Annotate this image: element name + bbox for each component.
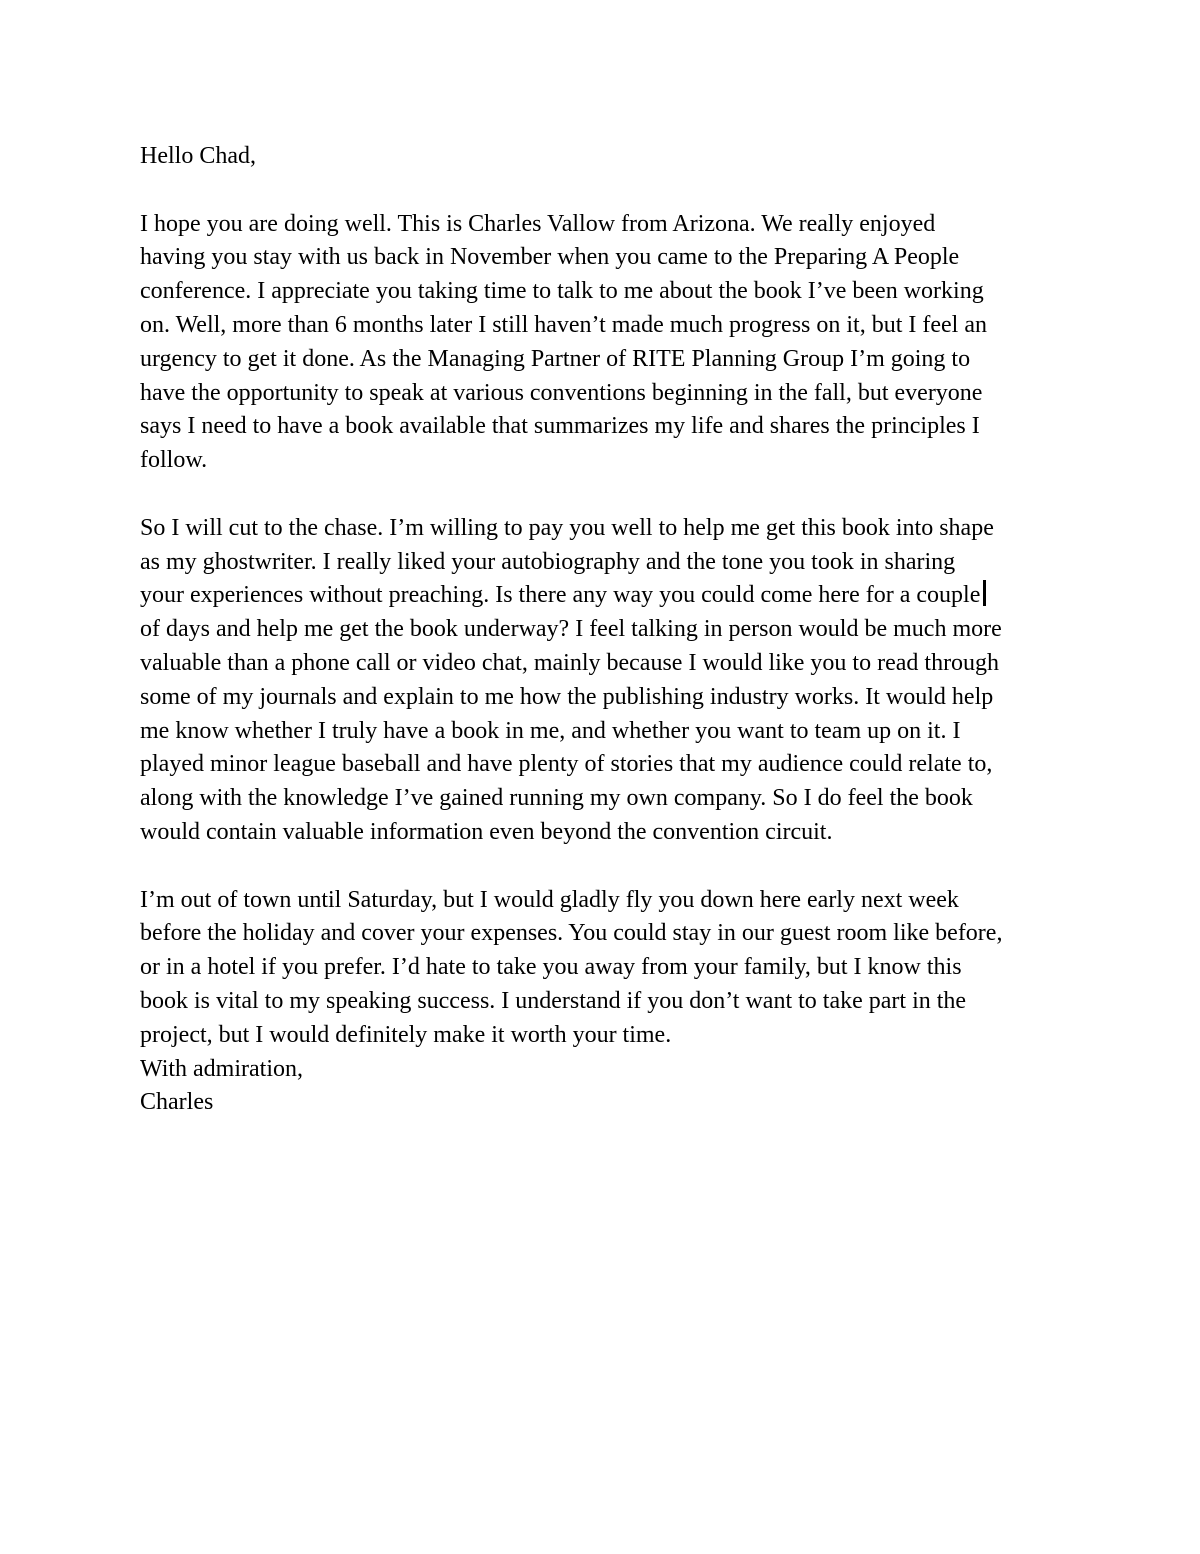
text-line: your experiences without preaching. Is there any way you could come here for a couple <box>140 582 981 609</box>
letter-closing: With admiration, <box>140 1055 303 1082</box>
text-line: project, but I would definitely make it worth your time. <box>140 1021 672 1048</box>
paragraph-gap <box>140 850 1070 884</box>
letter-body[interactable] <box>140 140 1070 1120</box>
text-line: says I need to have a book available that summarizes my life and shares the principles I <box>140 413 980 440</box>
text-line: valuable than a phone call or video chat, mainly because I would like you to read through <box>140 649 1000 676</box>
text-line: I’m out of town until Saturday, but I would gladly fly you down here early next week <box>140 886 959 913</box>
paragraph-1 <box>140 208 1070 478</box>
text-line: as my ghostwriter. I really liked your autobiography and the tone you took in sharing <box>140 548 956 575</box>
paragraph-gap <box>140 478 1070 512</box>
text-cursor-caret <box>983 580 986 606</box>
text-line: on. Well, more than 6 months later I still haven’t made much progress on it, but I feel an <box>140 311 987 338</box>
text-line: of days and help me get the book underway? I feel talking in person would be much more <box>140 616 1002 643</box>
text-line: before the holiday and cover your expenses. You could stay in our guest room like before, <box>140 920 1003 947</box>
paragraph-3 <box>140 884 1070 1053</box>
text-line: I hope you are doing well. This is Charles Vallow from Arizona. We really enjoyed <box>140 210 936 237</box>
paragraph-2 <box>140 512 1070 850</box>
text-line: or in a hotel if you prefer. I’d hate to take you away from your family, but I know this <box>140 954 962 981</box>
text-line: me know whether I truly have a book in me, and whether you want to team up on it. I <box>140 717 961 744</box>
text-line: some of my journals and explain to me how the publishing industry works. It would help <box>140 683 994 710</box>
text-line: book is vital to my speaking success. I understand if you don’t want to take part in the <box>140 987 967 1014</box>
text-line: along with the knowledge I’ve gained running my own company. So I do feel the book <box>140 785 973 812</box>
letter-signature: Charles <box>140 1089 214 1116</box>
text-line: have the opportunity to speak at various conventions beginning in the fall, but everyone <box>140 379 983 406</box>
text-line: conference. I appreciate you taking time to talk to me about the book I’ve been working <box>140 278 984 305</box>
paragraph-gap <box>140 174 1070 208</box>
text-line: So I will cut to the chase. I’m willing to pay you well to help me get this book into shape <box>140 514 994 541</box>
text-line: would contain valuable information even beyond the convention circuit. <box>140 818 833 845</box>
text-line: follow. <box>140 447 208 474</box>
letter-greeting: Hello Chad, <box>140 143 256 169</box>
text-line-with-caret <box>140 579 1070 613</box>
text-line: urgency to get it done. As the Managing Partner of RITE Planning Group I’m going to <box>140 345 971 372</box>
text-line: having you stay with us back in November when you came to the Preparing A People <box>140 244 960 271</box>
text-line: played minor league baseball and have plenty of stories that my audience could relate to, <box>140 751 993 778</box>
